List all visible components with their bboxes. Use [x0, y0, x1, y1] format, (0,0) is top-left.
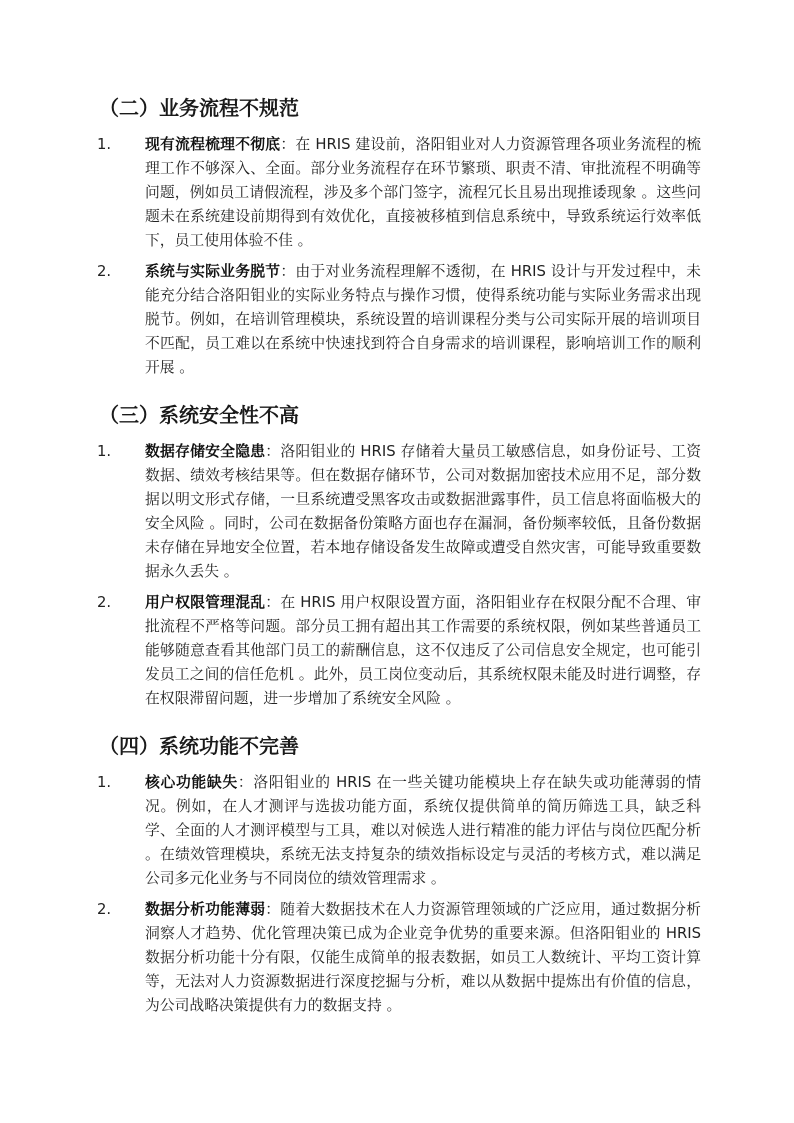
item-term: 数据存储安全隐患: [145, 443, 266, 460]
list-item: [97, 440, 701, 584]
item-number: 1.: [97, 136, 112, 153]
item-body: [145, 591, 701, 711]
item-body: [145, 898, 701, 1018]
item-body: [145, 260, 701, 380]
item-text: ：洛阳钼业的 HRIS 在一些关键功能模块上存在缺失或功能薄弱的情况。例如，在人才测评与选拔功能方面，系统仅提供简单的简历筛选工具，缺乏科学、全面的人才测评模型与工具，难以对候选人进行精准的能力评估与岗位匹配分析 。在绩效管理模块，系统无法支持复杂的绩效指标设定与灵活的考核方式，难以满足公司多元化业务与不同岗位的绩效管理需求 。: [145, 774, 701, 887]
item-number: 2.: [97, 594, 112, 611]
item-term: 核心功能缺失: [145, 774, 238, 791]
section-heading: （三）系统安全性不高: [99, 403, 299, 427]
section-heading: （二）业务流程不规范: [99, 96, 299, 120]
item-text: ：在 HRIS 建设前，洛阳钼业对人力资源管理各项业务流程的梳理工作不够深入、全面。部分业务流程存在环节繁琐、职责不清、审批流程不明确等问题，例如员工请假流程，涉及多个部门签字，流程冗长且易出现推诿现象 。这些问题未在系统建设前期得到有效优化，直接被移植到信息系统中，导致系统运行效率低下，员工使用体验不佳 。: [145, 136, 701, 249]
item-number: 2.: [97, 263, 112, 280]
list-item: [97, 133, 701, 253]
item-text: ：在 HRIS 用户权限设置方面，洛阳钼业存在权限分配不合理、审批流程不严格等问题。部分员工拥有超出其工作需要的系统权限，例如某些普通员工能够随意查看其他部门员工的薪酬信息，这不仅违反了公司信息安全规定，也可能引发员工之间的信任危机 。此外，员工岗位变动后，其系统权限未能及时进行调整，存在权限滞留问题，进一步增加了系统安全风险 。: [145, 594, 701, 707]
section-process: [97, 94, 701, 380]
item-text: ：由于对业务流程理解不透彻，在 HRIS 设计与开发过程中，未能充分结合洛阳钼业的实际业务特点与操作习惯，使得系统功能与实际业务需求出现脱节。例如，在培训管理模块，系统设置的培训课程分类与公司实际开展的培训项目不匹配，员工难以在系统中快速找到符合自身需求的培训课程，影响培训工作的顺利开展 。: [145, 263, 701, 376]
item-term: 数据分析功能薄弱: [145, 901, 266, 918]
item-body: [145, 771, 701, 891]
item-body: [145, 440, 701, 584]
list-item: [97, 898, 701, 1018]
item-text: ：洛阳钼业的 HRIS 存储着大量员工敏感信息，如身份证号、工资数据、绩效考核结果等。但在数据存储环节，公司对数据加密技术应用不足，部分数据以明文形式存储，一旦系统遭受黑客攻击或数据泄露事件，员工信息将面临极大的安全风险 。同时，公司在数据备份策略方面也存在漏洞，备份频率较低，且备份数据未存储在异地安全位置，若本地存储设备发生故障或遭受自然灾害，可能导致重要数据永久丢失 。: [145, 443, 701, 580]
item-number: 1.: [97, 774, 112, 791]
item-term: 用户权限管理混乱: [145, 594, 266, 611]
list-item: [97, 591, 701, 711]
section-heading: （四）系统功能不完善: [99, 734, 299, 758]
item-number: 2.: [97, 901, 112, 918]
list-item: [97, 771, 701, 891]
item-term: 系统与实际业务脱节: [145, 263, 281, 280]
item-text: ：随着大数据技术在人力资源管理领域的广泛应用，通过数据分析洞察人才趋势、优化管理决策已成为企业竞争优势的重要来源。但洛阳钼业的 HRIS 数据分析功能十分有限，仅能生成简单的报表数据，如员工人数统计、平均工资计算等，无法对人力资源数据进行深度挖掘与分析，难以从数据中提炼出有价值的信息，为公司战略决策提供有力的数据支持 。: [145, 901, 701, 1014]
document-content: [97, 94, 701, 1018]
item-term: 现有流程梳理不彻底: [145, 136, 281, 153]
section-functionality: [97, 732, 701, 1018]
item-body: [145, 133, 701, 253]
item-number: 1.: [97, 443, 112, 460]
section-security: [97, 401, 701, 711]
list-item: [97, 260, 701, 380]
